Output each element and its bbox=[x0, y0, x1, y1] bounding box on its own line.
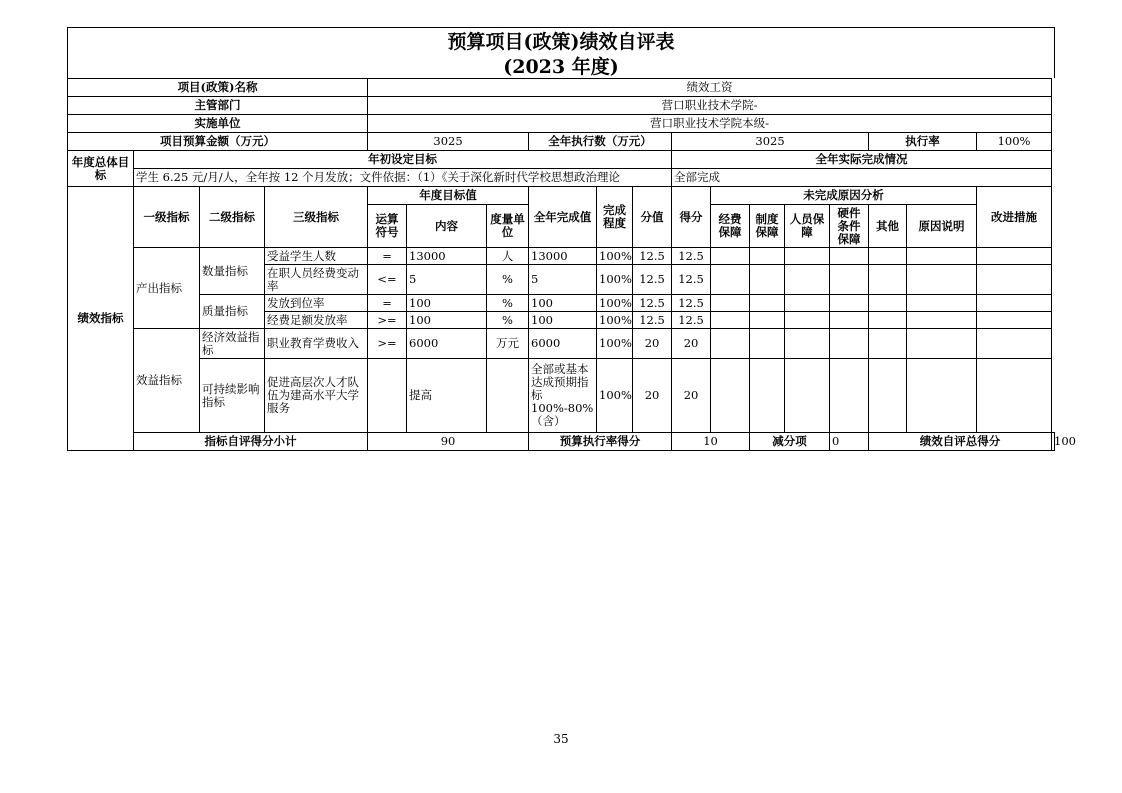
reason-fund-header: 经费保障 bbox=[711, 205, 750, 248]
exec-label: 全年执行数（万元） bbox=[529, 133, 672, 151]
goal-label: 年度总体目标 bbox=[68, 151, 134, 187]
subtotal-label: 指标自评得分小计 bbox=[134, 433, 368, 451]
unit-row bbox=[68, 115, 1055, 133]
indicator-got: 20 bbox=[672, 359, 711, 433]
indicator-score: 12.5 bbox=[633, 295, 672, 312]
indicator-degree: 100% bbox=[597, 359, 633, 433]
rate-score-label: 预算执行率得分 bbox=[529, 433, 672, 451]
content-header: 内容 bbox=[407, 205, 487, 248]
indicator-degree: 100% bbox=[597, 312, 633, 329]
table-row bbox=[68, 329, 1055, 359]
group-economic: 经济效益指标 bbox=[200, 329, 265, 359]
degree-header: 完成程度 bbox=[597, 187, 633, 248]
total-label: 绩效自评总得分 bbox=[869, 433, 1052, 451]
table-row bbox=[68, 248, 1055, 265]
indicator-content: 100 bbox=[407, 295, 487, 312]
score-header: 分值 bbox=[633, 187, 672, 248]
indicator-degree: 100% bbox=[597, 295, 633, 312]
page-title: 预算项目(政策)绩效自评表 bbox=[447, 31, 675, 53]
evaluation-table bbox=[67, 78, 1076, 451]
dept-label: 主管部门 bbox=[68, 97, 368, 115]
project-name-row bbox=[68, 79, 1055, 97]
indicator-score: 12.5 bbox=[633, 248, 672, 265]
goal-actual-header: 全年实际完成情况 bbox=[672, 151, 1052, 169]
indicator-content: 100 bbox=[407, 312, 487, 329]
indicator-content: 5 bbox=[407, 265, 487, 295]
indicator-done: 6000 bbox=[529, 329, 597, 359]
indicator-degree: 100% bbox=[597, 329, 633, 359]
indicator-op: <= bbox=[368, 265, 407, 295]
dept-value: 营口职业技术学院- bbox=[368, 97, 1052, 115]
title-block bbox=[67, 27, 1055, 78]
indicator-op: >= bbox=[368, 329, 407, 359]
indicator-score: 20 bbox=[633, 359, 672, 433]
indicator-op: = bbox=[368, 248, 407, 265]
unit-value: 营口职业技术学院本级- bbox=[368, 115, 1052, 133]
indicator-op: >= bbox=[368, 312, 407, 329]
indicator-name: 经费足额发放率 bbox=[265, 312, 368, 329]
budget-value: 3025 bbox=[368, 133, 529, 151]
indicator-degree: 100% bbox=[597, 248, 633, 265]
reason-group-header: 未完成原因分析 bbox=[711, 187, 977, 205]
reason-hardware-header: 硬件条件保障 bbox=[830, 205, 869, 248]
reason-other-header: 其他 bbox=[869, 205, 907, 248]
group-sustain: 可持续影响指标 bbox=[200, 359, 265, 433]
indicator-done: 100 bbox=[529, 312, 597, 329]
rate-value: 100% bbox=[977, 133, 1052, 151]
group-quantity: 数量指标 bbox=[200, 248, 265, 295]
indicator-score: 12.5 bbox=[633, 312, 672, 329]
rate-label: 执行率 bbox=[869, 133, 977, 151]
indicator-unit: % bbox=[487, 312, 529, 329]
done-value-header: 全年完成值 bbox=[529, 187, 597, 248]
indicator-content: 13000 bbox=[407, 248, 487, 265]
self-evaluation-sheet bbox=[67, 27, 1076, 451]
indicator-op bbox=[368, 359, 407, 433]
project-name-label: 项目(政策)名称 bbox=[68, 79, 368, 97]
perf-label: 绩效指标 bbox=[68, 187, 134, 451]
indicator-got: 12.5 bbox=[672, 312, 711, 329]
indicator-op: = bbox=[368, 295, 407, 312]
goal-actual-text: 全部完成 bbox=[672, 169, 1052, 187]
project-name-value: 绩效工资 bbox=[368, 79, 1052, 97]
deduct-value: 0 bbox=[830, 433, 869, 451]
indicator-score: 12.5 bbox=[633, 265, 672, 295]
indicator-done: 全部或基本达成预期指标100%-80%（含） bbox=[529, 359, 597, 433]
budget-label: 项目预算金额（万元） bbox=[68, 133, 368, 151]
annual-target-header: 年度目标值 bbox=[368, 187, 529, 205]
indicator-got: 12.5 bbox=[672, 265, 711, 295]
goal-set-text: 学生 6.25 元/月/人，全年按 12 个月发放；文件依据：（1）《关于深化新时代学校思想政治理论 bbox=[134, 169, 672, 187]
goal-set-header: 年初设定目标 bbox=[134, 151, 672, 169]
group-benefit: 效益指标 bbox=[134, 329, 200, 433]
lvl1-header: 一级指标 bbox=[134, 187, 200, 248]
reason-system-header: 制度保障 bbox=[750, 205, 785, 248]
indicator-content: 6000 bbox=[407, 329, 487, 359]
indicator-done: 13000 bbox=[529, 248, 597, 265]
got-header: 得分 bbox=[672, 187, 711, 248]
indicator-degree: 100% bbox=[597, 265, 633, 295]
rate-score-value: 10 bbox=[672, 433, 750, 451]
budget-row bbox=[68, 133, 1055, 151]
indicator-name: 职业教育学费收入 bbox=[265, 329, 368, 359]
goal-header-row bbox=[68, 151, 1055, 169]
op-header: 运算符号 bbox=[368, 205, 407, 248]
unit-label: 实施单位 bbox=[68, 115, 368, 133]
deduct-label: 减分项 bbox=[750, 433, 830, 451]
indicator-unit: 万元 bbox=[487, 329, 529, 359]
table-row bbox=[68, 295, 1055, 312]
indicator-unit: 人 bbox=[487, 248, 529, 265]
indicator-got: 12.5 bbox=[672, 295, 711, 312]
indicator-unit: % bbox=[487, 295, 529, 312]
indicator-unit bbox=[487, 359, 529, 433]
indicator-name: 受益学生人数 bbox=[265, 248, 368, 265]
group-quality: 质量指标 bbox=[200, 295, 265, 329]
goal-text-row bbox=[68, 169, 1055, 187]
score-footer-row bbox=[68, 433, 1055, 451]
indicator-header-row bbox=[68, 187, 1055, 205]
indicator-done: 5 bbox=[529, 265, 597, 295]
total-value: 100 bbox=[1052, 433, 1055, 451]
exec-value: 3025 bbox=[672, 133, 869, 151]
indicator-name: 发放到位率 bbox=[265, 295, 368, 312]
indicator-unit: % bbox=[487, 265, 529, 295]
reason-staff-header: 人员保障 bbox=[785, 205, 830, 248]
indicator-done: 100 bbox=[529, 295, 597, 312]
lvl3-header: 三级指标 bbox=[265, 187, 368, 248]
dept-row bbox=[68, 97, 1055, 115]
improve-header: 改进措施 bbox=[977, 187, 1052, 248]
indicator-name: 在职人员经费变动率 bbox=[265, 265, 368, 295]
indicator-name: 促进高层次人才队伍为建高水平大学服务 bbox=[265, 359, 368, 433]
indicator-content: 提高 bbox=[407, 359, 487, 433]
lvl2-header: 二级指标 bbox=[200, 187, 265, 248]
reason-note-header: 原因说明 bbox=[907, 205, 977, 248]
indicator-got: 20 bbox=[672, 329, 711, 359]
table-row bbox=[68, 359, 1055, 433]
unit-header: 度量单位 bbox=[487, 205, 529, 248]
indicator-score: 20 bbox=[633, 329, 672, 359]
group-output: 产出指标 bbox=[134, 248, 200, 329]
indicator-got: 12.5 bbox=[672, 248, 711, 265]
subtotal-value: 90 bbox=[368, 433, 529, 451]
page-number: 35 bbox=[553, 732, 569, 746]
page-subtitle: (2023 年度) bbox=[503, 56, 619, 78]
